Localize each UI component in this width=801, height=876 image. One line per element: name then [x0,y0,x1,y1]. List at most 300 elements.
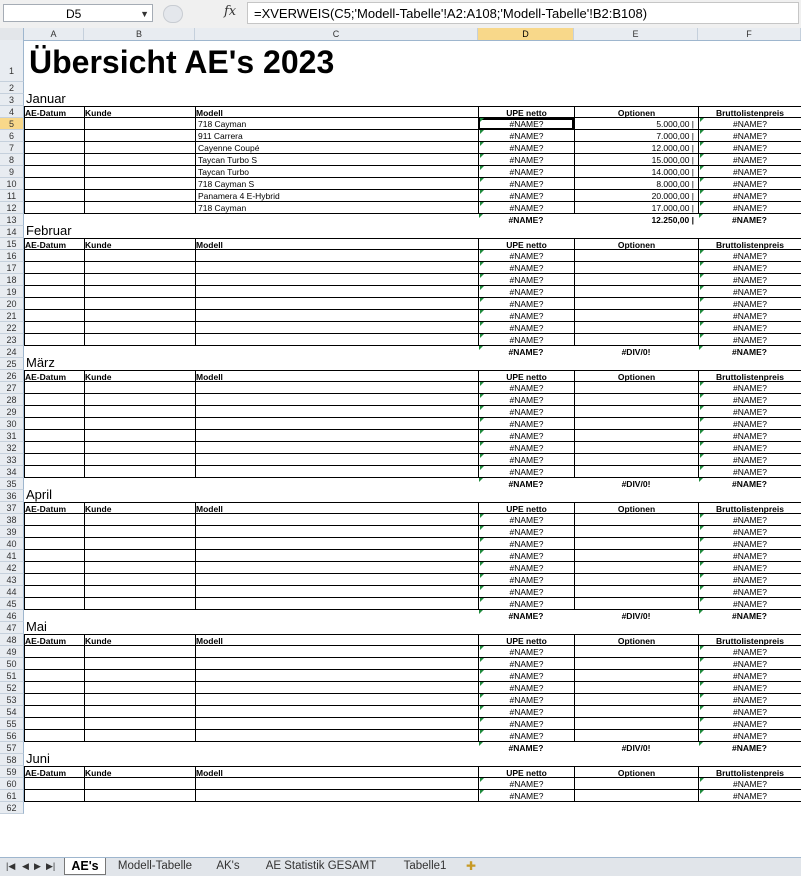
row-header[interactable]: 42 [0,562,24,574]
model-cell[interactable]: Cayenne Coupé [195,142,478,154]
ae-date-cell[interactable] [24,274,84,286]
model-cell[interactable] [195,718,478,730]
upe-cell[interactable] [478,298,574,310]
options-cell[interactable] [574,466,698,478]
model-cell[interactable] [195,526,478,538]
upe-cell[interactable] [478,790,574,802]
ae-date-cell[interactable] [24,538,84,550]
options-cell[interactable] [574,598,698,610]
row-header[interactable]: 54 [0,706,24,718]
gross-price-cell[interactable] [698,718,801,730]
model-cell[interactable] [195,442,478,454]
ae-date-cell[interactable] [24,262,84,274]
ae-date-cell[interactable] [24,202,84,214]
row-header[interactable]: 45 [0,598,24,610]
upe-cell[interactable] [478,286,574,298]
gross-price-cell[interactable] [698,682,801,694]
model-cell[interactable] [195,562,478,574]
upe-cell[interactable] [478,442,574,454]
customer-cell[interactable] [84,550,195,562]
row-header[interactable]: 51 [0,670,24,682]
model-cell[interactable] [195,586,478,598]
options-cell[interactable] [574,586,698,598]
model-cell[interactable] [195,730,478,742]
gross-total-cell[interactable] [698,478,801,490]
options-cell[interactable] [574,454,698,466]
gross-price-cell[interactable] [698,778,801,790]
upe-cell[interactable] [478,526,574,538]
customer-cell[interactable] [84,598,195,610]
row-header[interactable]: 55 [0,718,24,730]
upe-cell[interactable] [478,598,574,610]
row-header[interactable]: 49 [0,646,24,658]
ae-date-cell[interactable] [24,670,84,682]
upe-cell[interactable] [478,454,574,466]
sheet-tab-0[interactable]: AE's [64,858,106,875]
model-cell[interactable] [195,418,478,430]
ae-date-cell[interactable] [24,250,84,262]
row-header[interactable]: 5 [0,118,24,130]
options-cell[interactable] [574,778,698,790]
ae-date-cell[interactable] [24,394,84,406]
row-header[interactable]: 40 [0,538,24,550]
customer-cell[interactable] [84,586,195,598]
customer-cell[interactable] [84,142,195,154]
row-header[interactable]: 35 [0,478,24,490]
gross-price-cell[interactable] [698,298,801,310]
customer-cell[interactable] [84,310,195,322]
gross-price-cell[interactable] [698,430,801,442]
gross-price-cell[interactable] [698,706,801,718]
upe-cell[interactable] [478,538,574,550]
upe-cell[interactable] [478,574,574,586]
gross-price-cell[interactable] [698,454,801,466]
row-header[interactable]: 50 [0,658,24,670]
gross-price-cell[interactable] [698,598,801,610]
options-cell[interactable] [574,334,698,346]
row-header[interactable]: 9 [0,166,24,178]
model-cell[interactable] [195,406,478,418]
upe-cell[interactable] [478,562,574,574]
model-cell[interactable] [195,454,478,466]
row-header[interactable]: 18 [0,274,24,286]
model-cell[interactable] [195,694,478,706]
customer-cell[interactable] [84,274,195,286]
row-header[interactable]: 52 [0,682,24,694]
sheet-grid[interactable] [0,28,801,857]
upe-cell[interactable] [478,118,574,130]
row-header[interactable]: 12 [0,202,24,214]
options-cell[interactable] [574,418,698,430]
options-cell[interactable] [574,394,698,406]
name-box[interactable] [3,4,153,22]
gross-total-cell[interactable] [698,346,801,358]
ae-date-cell[interactable] [24,166,84,178]
ae-date-cell[interactable] [24,598,84,610]
row-header[interactable]: 10 [0,178,24,190]
gross-price-cell[interactable] [698,538,801,550]
options-cell[interactable] [574,706,698,718]
row-header[interactable]: 7 [0,142,24,154]
upe-cell[interactable] [478,178,574,190]
gross-price-cell[interactable] [698,550,801,562]
upe-cell[interactable] [478,310,574,322]
gross-price-cell[interactable] [698,658,801,670]
options-cell[interactable] [574,790,698,802]
ae-date-cell[interactable] [24,574,84,586]
gross-price-cell[interactable] [698,394,801,406]
gross-price-cell[interactable] [698,694,801,706]
model-cell[interactable]: Taycan Turbo S [195,154,478,166]
gross-price-cell[interactable] [698,190,801,202]
row-header[interactable]: 39 [0,526,24,538]
upe-cell[interactable] [478,382,574,394]
row-header[interactable]: 1 [0,40,24,82]
ae-date-cell[interactable] [24,310,84,322]
row-header[interactable]: 17 [0,262,24,274]
customer-cell[interactable] [84,706,195,718]
gross-price-cell[interactable] [698,562,801,574]
options-total-cell[interactable]: #DIV/0! [621,611,651,621]
model-cell[interactable]: 718 Cayman S [195,178,478,190]
model-cell[interactable] [195,466,478,478]
gross-price-cell[interactable] [698,178,801,190]
gross-price-cell[interactable] [698,250,801,262]
upe-cell[interactable] [478,670,574,682]
sheet-tab-3[interactable]: AE Statistik GESAMT [265,860,377,872]
customer-cell[interactable] [84,202,195,214]
gross-price-cell[interactable] [698,334,801,346]
options-cell[interactable]: 12.000,00 | [574,142,698,154]
row-header[interactable]: 56 [0,730,24,742]
prev-sheet-icon[interactable]: ◀ [22,861,29,871]
formula-input[interactable]: =XVERWEIS(C5;'Modell-Tabelle'!A2:A108;'Modell-Tabelle'!B2:B108) [247,2,799,24]
gross-price-cell[interactable] [698,322,801,334]
next-sheet-icon[interactable]: ▶ [34,861,41,871]
customer-cell[interactable] [84,178,195,190]
customer-cell[interactable] [84,130,195,142]
customer-cell[interactable] [84,694,195,706]
row-header[interactable]: 38 [0,514,24,526]
options-cell[interactable] [574,274,698,286]
model-cell[interactable] [195,658,478,670]
row-header[interactable]: 13 [0,214,24,226]
options-cell[interactable]: 17.000,00 | [574,202,698,214]
upe-cell[interactable] [478,514,574,526]
model-cell[interactable] [195,274,478,286]
options-cell[interactable] [574,670,698,682]
row-header[interactable]: 20 [0,298,24,310]
gross-total-cell[interactable] [698,742,801,754]
options-cell[interactable] [574,718,698,730]
options-cell[interactable]: 20.000,00 | [574,190,698,202]
gross-price-cell[interactable] [698,166,801,178]
model-cell[interactable] [195,250,478,262]
options-cell[interactable] [574,382,698,394]
options-cell[interactable] [574,322,698,334]
upe-cell[interactable] [478,202,574,214]
row-header[interactable]: 59 [0,766,24,778]
options-cell[interactable] [574,574,698,586]
upe-cell[interactable] [478,418,574,430]
upe-cell[interactable] [478,142,574,154]
options-cell[interactable] [574,526,698,538]
gross-price-cell[interactable] [698,142,801,154]
chevron-down-icon[interactable]: ▼ [140,9,149,19]
ae-date-cell[interactable] [24,562,84,574]
customer-cell[interactable] [84,166,195,178]
model-cell[interactable] [195,322,478,334]
row-header[interactable]: 24 [0,346,24,358]
row-header[interactable]: 14 [0,226,24,238]
customer-cell[interactable] [84,298,195,310]
ae-date-cell[interactable] [24,334,84,346]
model-cell[interactable] [195,790,478,802]
gross-price-cell[interactable] [698,286,801,298]
model-cell[interactable] [195,682,478,694]
options-cell[interactable] [574,250,698,262]
model-cell[interactable]: 718 Cayman [195,202,478,214]
gross-price-cell[interactable] [698,154,801,166]
options-cell[interactable] [574,682,698,694]
row-header[interactable]: 21 [0,310,24,322]
upe-cell[interactable] [478,190,574,202]
customer-cell[interactable] [84,454,195,466]
gross-price-cell[interactable] [698,574,801,586]
row-header[interactable]: 44 [0,586,24,598]
customer-cell[interactable] [84,394,195,406]
customer-cell[interactable] [84,430,195,442]
customer-cell[interactable] [84,682,195,694]
gross-price-cell[interactable] [698,118,801,130]
upe-cell[interactable] [478,250,574,262]
model-cell[interactable] [195,262,478,274]
ae-date-cell[interactable] [24,550,84,562]
ae-date-cell[interactable] [24,646,84,658]
ae-date-cell[interactable] [24,406,84,418]
customer-cell[interactable] [84,538,195,550]
model-cell[interactable] [195,286,478,298]
ae-date-cell[interactable] [24,430,84,442]
customer-cell[interactable] [84,382,195,394]
row-header[interactable]: 23 [0,334,24,346]
row-header[interactable]: 22 [0,322,24,334]
gross-price-cell[interactable] [698,730,801,742]
row-header[interactable]: 57 [0,742,24,754]
options-total-cell[interactable]: #DIV/0! [621,743,651,753]
ae-date-cell[interactable] [24,118,84,130]
column-header-a[interactable]: A [24,28,84,40]
row-header[interactable]: 36 [0,490,24,502]
model-cell[interactable] [195,706,478,718]
upe-cell[interactable] [478,718,574,730]
customer-cell[interactable] [84,442,195,454]
model-cell[interactable] [195,778,478,790]
options-cell[interactable] [574,646,698,658]
column-header-d[interactable]: D [478,28,574,40]
row-header[interactable]: 32 [0,442,24,454]
options-cell[interactable]: 8.000,00 | [574,178,698,190]
gross-price-cell[interactable] [698,130,801,142]
model-cell[interactable] [195,430,478,442]
column-header-b[interactable]: B [84,28,195,40]
upe-total-cell[interactable] [478,346,574,358]
options-cell[interactable] [574,406,698,418]
ae-date-cell[interactable] [24,586,84,598]
ae-date-cell[interactable] [24,730,84,742]
model-cell[interactable] [195,334,478,346]
sheet-tab-2[interactable]: AK's [216,860,240,872]
gross-price-cell[interactable] [698,418,801,430]
customer-cell[interactable] [84,406,195,418]
ae-date-cell[interactable] [24,514,84,526]
model-cell[interactable] [195,310,478,322]
ae-date-cell[interactable] [24,442,84,454]
gross-total-cell[interactable] [698,610,801,622]
options-total-cell[interactable]: 12.250,00 | [651,215,694,225]
row-header[interactable]: 60 [0,778,24,790]
upe-cell[interactable] [478,694,574,706]
customer-cell[interactable] [84,262,195,274]
customer-cell[interactable] [84,154,195,166]
customer-cell[interactable] [84,286,195,298]
options-cell[interactable]: 15.000,00 | [574,154,698,166]
options-cell[interactable] [574,310,698,322]
options-cell[interactable] [574,562,698,574]
row-header[interactable]: 8 [0,154,24,166]
customer-cell[interactable] [84,118,195,130]
column-header-f[interactable]: F [698,28,801,40]
ae-date-cell[interactable] [24,718,84,730]
options-cell[interactable]: 7.000,00 | [574,130,698,142]
upe-cell[interactable] [478,166,574,178]
gross-price-cell[interactable] [698,790,801,802]
customer-cell[interactable] [84,322,195,334]
model-cell[interactable] [195,514,478,526]
options-cell[interactable] [574,442,698,454]
model-cell[interactable]: Taycan Turbo [195,166,478,178]
upe-cell[interactable] [478,658,574,670]
options-cell[interactable] [574,694,698,706]
gross-price-cell[interactable] [698,310,801,322]
customer-cell[interactable] [84,514,195,526]
customer-cell[interactable] [84,670,195,682]
row-header[interactable]: 46 [0,610,24,622]
ae-date-cell[interactable] [24,142,84,154]
row-header[interactable]: 33 [0,454,24,466]
model-cell[interactable] [195,550,478,562]
gross-price-cell[interactable] [698,466,801,478]
row-header[interactable]: 47 [0,622,24,634]
row-header[interactable]: 30 [0,418,24,430]
ae-date-cell[interactable] [24,682,84,694]
upe-cell[interactable] [478,706,574,718]
ae-date-cell[interactable] [24,658,84,670]
row-header[interactable]: 16 [0,250,24,262]
ae-date-cell[interactable] [24,382,84,394]
row-header[interactable]: 27 [0,382,24,394]
upe-cell[interactable] [478,586,574,598]
customer-cell[interactable] [84,190,195,202]
ae-date-cell[interactable] [24,466,84,478]
model-cell[interactable] [195,670,478,682]
gross-price-cell[interactable] [698,274,801,286]
gross-price-cell[interactable] [698,382,801,394]
customer-cell[interactable] [84,778,195,790]
sheet-tab-1[interactable]: Modell-Tabelle [117,860,193,872]
row-header[interactable]: 19 [0,286,24,298]
ae-date-cell[interactable] [24,526,84,538]
upe-cell[interactable] [478,550,574,562]
upe-cell[interactable] [478,334,574,346]
formula-bar-splitter[interactable] [163,5,183,23]
upe-cell[interactable] [478,466,574,478]
gross-price-cell[interactable] [698,406,801,418]
row-header[interactable]: 58 [0,754,24,766]
customer-cell[interactable] [84,562,195,574]
sheet-tab-4[interactable]: Tabelle1 [403,860,447,872]
model-cell[interactable]: Panamera 4 E-Hybrid [195,190,478,202]
upe-cell[interactable] [478,322,574,334]
ae-date-cell[interactable] [24,778,84,790]
upe-cell[interactable] [478,154,574,166]
options-cell[interactable] [574,538,698,550]
row-header[interactable]: 37 [0,502,24,514]
gross-total-cell[interactable] [698,214,801,226]
upe-cell[interactable] [478,730,574,742]
row-header[interactable]: 2 [0,82,24,94]
model-cell[interactable] [195,598,478,610]
row-header[interactable]: 43 [0,574,24,586]
upe-cell[interactable] [478,646,574,658]
column-header-c[interactable]: C [195,28,478,40]
gross-price-cell[interactable] [698,646,801,658]
row-header[interactable]: 29 [0,406,24,418]
options-cell[interactable]: 14.000,00 | [574,166,698,178]
select-all-corner[interactable] [0,28,24,40]
model-cell[interactable] [195,646,478,658]
gross-price-cell[interactable] [698,670,801,682]
upe-cell[interactable] [478,430,574,442]
column-header-e[interactable]: E [574,28,698,40]
upe-total-cell[interactable] [478,478,574,490]
options-cell[interactable] [574,298,698,310]
options-cell[interactable]: 5.000,00 | [574,118,698,130]
row-header[interactable]: 26 [0,370,24,382]
row-header[interactable]: 25 [0,358,24,370]
row-header[interactable]: 61 [0,790,24,802]
row-header[interactable]: 11 [0,190,24,202]
row-header[interactable]: 4 [0,106,24,118]
options-cell[interactable] [574,730,698,742]
row-header[interactable]: 41 [0,550,24,562]
insert-function-icon[interactable]: fx [224,4,237,19]
customer-cell[interactable] [84,718,195,730]
ae-date-cell[interactable] [24,418,84,430]
row-header[interactable]: 28 [0,394,24,406]
gross-price-cell[interactable] [698,442,801,454]
customer-cell[interactable] [84,730,195,742]
model-cell[interactable] [195,574,478,586]
model-cell[interactable] [195,298,478,310]
customer-cell[interactable] [84,790,195,802]
gross-price-cell[interactable] [698,202,801,214]
model-cell[interactable] [195,394,478,406]
row-header[interactable]: 3 [0,94,24,106]
ae-date-cell[interactable] [24,790,84,802]
row-header[interactable]: 34 [0,466,24,478]
options-cell[interactable] [574,430,698,442]
